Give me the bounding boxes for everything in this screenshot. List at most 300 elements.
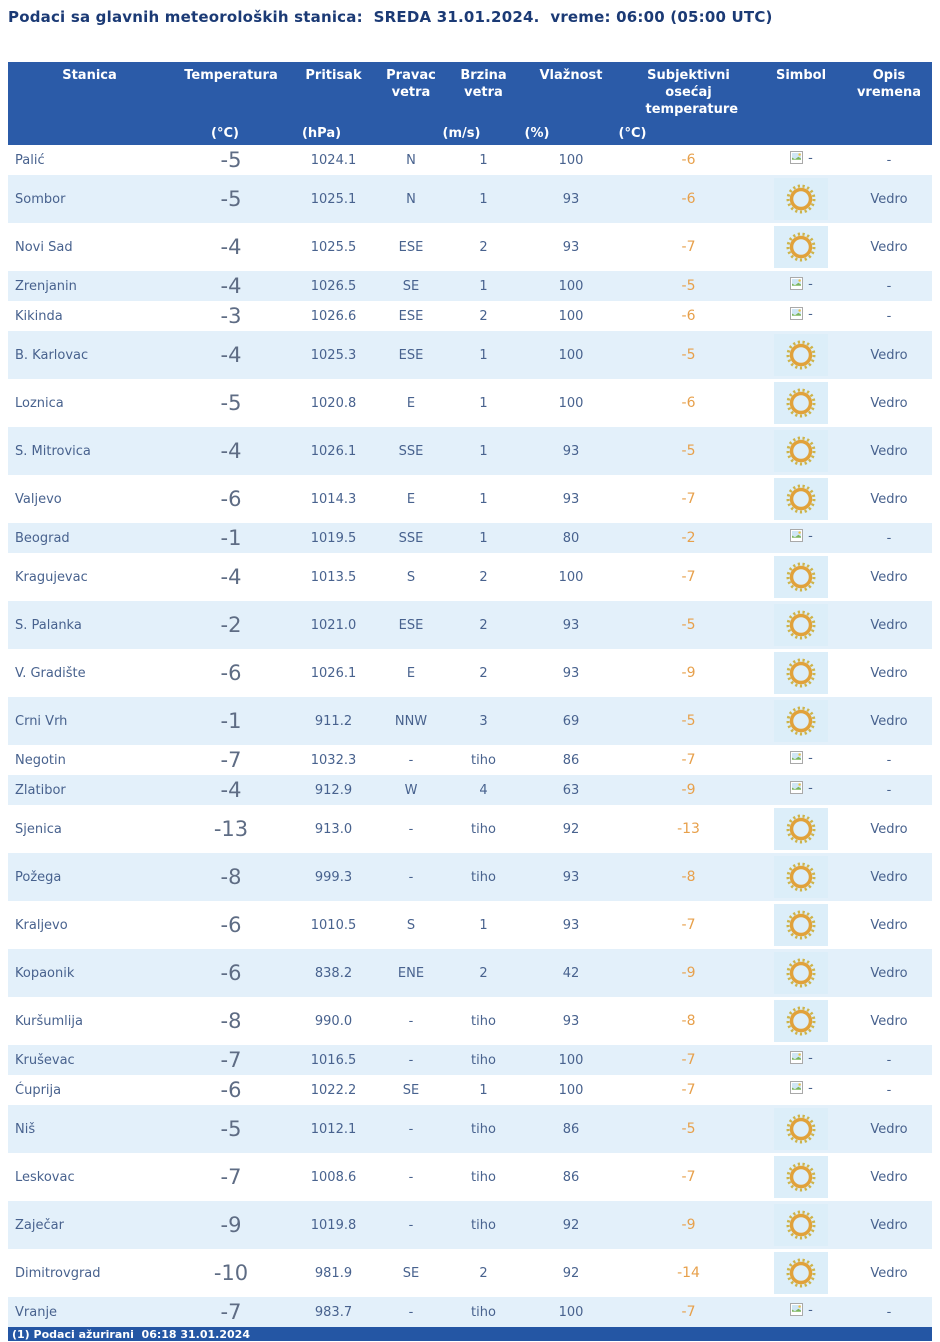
symbol-cell bbox=[756, 805, 846, 853]
broken-image-dash: - bbox=[808, 150, 813, 166]
feels-like-cell: -6 bbox=[681, 151, 696, 168]
pressure-cell: 912.9 bbox=[291, 775, 376, 805]
pressure-cell: 983.7 bbox=[291, 1297, 376, 1327]
table-row bbox=[8, 523, 932, 553]
symbol-cell bbox=[756, 649, 846, 697]
weather-description-cell: Vedro bbox=[870, 491, 908, 507]
humidity-cell: 93 bbox=[562, 491, 580, 507]
humidity-cell: 100 bbox=[521, 1045, 621, 1075]
pressure-cell: 1012.1 bbox=[291, 1105, 376, 1153]
feels-like-cell: -2 bbox=[621, 523, 756, 553]
weather-description-cell: Vedro bbox=[846, 1201, 932, 1249]
weather-description-cell: - bbox=[846, 523, 932, 553]
symbol-cell bbox=[756, 427, 846, 475]
wind-speed-cell: 2 bbox=[479, 308, 488, 324]
symbol-cell bbox=[756, 271, 846, 301]
wind-speed-cell: 1 bbox=[446, 175, 521, 223]
feels-like-cell: -5 bbox=[621, 1105, 756, 1153]
station-cell: Crni Vrh bbox=[8, 697, 171, 745]
weather-description-cell: Vedro bbox=[870, 917, 908, 933]
footer-note: (1) Podaci ažurirani 06:18 31.01.2024 bbox=[12, 1328, 250, 1341]
feels-like-cell: -8 bbox=[621, 853, 756, 901]
wind-speed-cell: 1 bbox=[479, 491, 488, 507]
symbol-cell bbox=[756, 745, 846, 775]
temperature-cell: -1 bbox=[171, 697, 291, 745]
broken-image-dash: - bbox=[808, 306, 813, 322]
broken-image-icon bbox=[789, 1302, 813, 1318]
temperature-cell: -8 bbox=[220, 1008, 242, 1033]
table-row bbox=[8, 427, 932, 475]
temperature-cell: -7 bbox=[171, 1045, 291, 1075]
pressure-cell: 1026.6 bbox=[310, 308, 357, 324]
feels-like-cell: -14 bbox=[677, 1264, 700, 1281]
wind-direction-cell: ENE bbox=[376, 949, 446, 997]
wind-speed-cell: tiho bbox=[471, 752, 496, 768]
table-row bbox=[8, 997, 932, 1045]
wind-speed-cell: tiho bbox=[446, 1105, 521, 1153]
feels-like-cell: -8 bbox=[681, 1012, 696, 1029]
temperature-cell: -6 bbox=[220, 486, 242, 511]
humidity-cell: 93 bbox=[521, 601, 621, 649]
table-header bbox=[8, 62, 932, 145]
wind-speed-cell: 2 bbox=[479, 239, 488, 255]
column-label: Simbol bbox=[775, 68, 827, 83]
feels-like-cell: -7 bbox=[681, 1081, 696, 1098]
column-label: Vlažnost bbox=[539, 68, 603, 83]
sun-icon bbox=[774, 1108, 828, 1150]
station-cell: V. Gradište bbox=[15, 665, 86, 681]
table-row bbox=[8, 331, 932, 379]
symbol-cell bbox=[756, 175, 846, 223]
humidity-cell: 93 bbox=[521, 853, 621, 901]
wind-speed-cell: 1 bbox=[479, 152, 488, 168]
temperature-cell: -9 bbox=[171, 1201, 291, 1249]
symbol-cell bbox=[756, 301, 846, 331]
station-cell: Vranje bbox=[8, 1297, 171, 1327]
pressure-cell: 911.2 bbox=[291, 697, 376, 745]
humidity-cell: 100 bbox=[558, 308, 584, 324]
pressure-cell: 1026.1 bbox=[310, 665, 357, 681]
humidity-cell: 86 bbox=[562, 1169, 580, 1185]
temperature-cell: -5 bbox=[220, 390, 242, 415]
weather-description-cell: Vedro bbox=[870, 395, 908, 411]
table-row bbox=[8, 223, 932, 271]
pressure-cell: 990.0 bbox=[314, 1013, 353, 1029]
temperature-cell: -8 bbox=[171, 853, 291, 901]
temperature-cell: -10 bbox=[213, 1260, 249, 1285]
wind-speed-cell: tiho bbox=[446, 853, 521, 901]
table-row bbox=[8, 1297, 932, 1327]
temperature-cell: -7 bbox=[220, 747, 242, 772]
header-row bbox=[8, 62, 932, 145]
column-header-stanica bbox=[8, 62, 171, 145]
broken-image-icon bbox=[789, 1080, 813, 1096]
station-cell: Kuršumlija bbox=[15, 1013, 83, 1029]
temperature-cell: -4 bbox=[171, 775, 291, 805]
temperature-cell: -4 bbox=[171, 427, 291, 475]
table-row bbox=[8, 271, 932, 301]
sun-icon bbox=[774, 1252, 828, 1294]
broken-image-icon bbox=[789, 528, 813, 544]
feels-like-cell: -7 bbox=[621, 1045, 756, 1075]
station-cell: Kragujevac bbox=[15, 569, 88, 585]
feels-like-cell: -9 bbox=[681, 664, 696, 681]
wind-direction-cell: - bbox=[408, 752, 414, 768]
pressure-cell: 1025.5 bbox=[310, 239, 357, 255]
weather-description-cell: Vedro bbox=[870, 1013, 908, 1029]
wind-direction-cell: SE bbox=[402, 1082, 420, 1098]
station-cell: Kopaonik bbox=[8, 949, 171, 997]
symbol-cell bbox=[756, 1297, 846, 1327]
wind-speed-cell: 1 bbox=[479, 395, 488, 411]
feels-like-cell: -7 bbox=[681, 490, 696, 507]
column-label: Pravac vetra bbox=[386, 68, 436, 100]
feels-like-cell: -7 bbox=[621, 1297, 756, 1327]
feels-like-cell: -7 bbox=[681, 568, 696, 585]
humidity-cell: 92 bbox=[562, 1265, 580, 1281]
wind-speed-cell: 1 bbox=[446, 523, 521, 553]
broken-image-icon bbox=[789, 276, 813, 292]
column-unit: (°C) bbox=[211, 126, 239, 141]
page-title: Podaci sa glavnih meteoroloških stanica: SREDA 31.01.2024. vreme: 06:00 (05:00 UTC) bbox=[8, 8, 773, 26]
pressure-cell: 1026.5 bbox=[291, 271, 376, 301]
weather-description-cell: Vedro bbox=[870, 1169, 908, 1185]
sun-icon bbox=[774, 1204, 828, 1246]
column-unit: (%) bbox=[524, 126, 550, 141]
symbol-cell bbox=[756, 997, 846, 1045]
temperature-cell: -3 bbox=[220, 303, 242, 328]
table-body bbox=[8, 145, 932, 1327]
humidity-cell: 93 bbox=[562, 917, 580, 933]
feels-like-cell: -7 bbox=[681, 916, 696, 933]
broken-image-dash: - bbox=[808, 1050, 813, 1066]
temperature-cell: -7 bbox=[171, 1297, 291, 1327]
wind-speed-cell: 1 bbox=[446, 331, 521, 379]
humidity-cell: 80 bbox=[521, 523, 621, 553]
temperature-cell: -5 bbox=[220, 147, 242, 172]
wind-direction-cell: E bbox=[406, 665, 416, 681]
column-label: Temperatura bbox=[184, 68, 278, 83]
broken-image-icon bbox=[789, 780, 813, 796]
station-cell: Ćuprija bbox=[15, 1082, 62, 1098]
wind-direction-cell: ESE bbox=[376, 601, 446, 649]
weather-description-cell: - bbox=[886, 152, 892, 168]
table-row bbox=[8, 1249, 932, 1297]
symbol-cell bbox=[756, 1075, 846, 1105]
wind-speed-cell: tiho bbox=[471, 1169, 496, 1185]
wind-direction-cell: SE bbox=[402, 1265, 420, 1281]
sun-icon bbox=[774, 700, 828, 742]
humidity-cell: 100 bbox=[521, 271, 621, 301]
humidity-cell: 93 bbox=[521, 175, 621, 223]
humidity-cell: 63 bbox=[521, 775, 621, 805]
wind-speed-cell: tiho bbox=[446, 1297, 521, 1327]
table-row bbox=[8, 301, 932, 331]
table-row bbox=[8, 1105, 932, 1153]
weather-description-cell: Vedro bbox=[870, 569, 908, 585]
temperature-cell: -4 bbox=[171, 271, 291, 301]
temperature-cell: -6 bbox=[171, 949, 291, 997]
wind-speed-cell: 1 bbox=[479, 917, 488, 933]
table-row bbox=[8, 1045, 932, 1075]
sun-icon bbox=[774, 334, 828, 376]
broken-image-dash: - bbox=[808, 750, 813, 766]
symbol-cell bbox=[756, 1105, 846, 1153]
station-cell: Beograd bbox=[8, 523, 171, 553]
wind-speed-cell: 3 bbox=[446, 697, 521, 745]
wind-direction-cell: - bbox=[376, 1045, 446, 1075]
table-row bbox=[8, 553, 932, 601]
sun-icon bbox=[774, 1000, 828, 1042]
wind-direction-cell: N bbox=[376, 175, 446, 223]
column-label: Brzina vetra bbox=[460, 68, 507, 100]
feels-like-cell: -5 bbox=[621, 271, 756, 301]
wind-direction-cell: E bbox=[406, 491, 416, 507]
table-row bbox=[8, 805, 932, 853]
feels-like-cell: -7 bbox=[681, 238, 696, 255]
pressure-cell: 1014.3 bbox=[310, 491, 357, 507]
column-header-temperatura bbox=[171, 62, 291, 145]
weather-description-cell: - bbox=[886, 308, 892, 324]
wind-direction-cell: - bbox=[376, 1201, 446, 1249]
broken-image-dash: - bbox=[808, 276, 813, 292]
pressure-cell: 1025.3 bbox=[291, 331, 376, 379]
table-row bbox=[8, 775, 932, 805]
pressure-cell: 1019.8 bbox=[291, 1201, 376, 1249]
pressure-cell: 1026.1 bbox=[291, 427, 376, 475]
wind-speed-cell: 2 bbox=[446, 949, 521, 997]
weather-description-cell: - bbox=[846, 271, 932, 301]
table-row bbox=[8, 649, 932, 697]
feels-like-cell: -6 bbox=[681, 307, 696, 324]
feels-like-cell: -6 bbox=[621, 175, 756, 223]
station-cell: Kruševac bbox=[8, 1045, 171, 1075]
broken-image-icon bbox=[789, 750, 813, 766]
column-header-subjektivni-ose-aj-temperature bbox=[618, 62, 756, 145]
station-cell: Kraljevo bbox=[15, 917, 68, 933]
humidity-cell: 100 bbox=[521, 331, 621, 379]
wind-speed-cell: 2 bbox=[479, 665, 488, 681]
column-unit: (°C) bbox=[618, 126, 647, 141]
wind-direction-cell: ESE bbox=[398, 239, 424, 255]
temperature-cell: -4 bbox=[171, 331, 291, 379]
symbol-cell bbox=[756, 223, 846, 271]
pressure-cell: 1032.3 bbox=[310, 752, 357, 768]
broken-image-dash: - bbox=[808, 780, 813, 796]
feels-like-cell: -5 bbox=[621, 601, 756, 649]
weather-description-cell: Vedro bbox=[846, 853, 932, 901]
sun-icon bbox=[774, 952, 828, 994]
temperature-cell: -4 bbox=[220, 564, 242, 589]
pressure-cell: 1021.0 bbox=[291, 601, 376, 649]
sun-icon bbox=[774, 856, 828, 898]
temperature-cell: -6 bbox=[220, 1077, 242, 1102]
pressure-cell: 981.9 bbox=[314, 1265, 353, 1281]
table-row bbox=[8, 475, 932, 523]
station-cell: Palić bbox=[15, 152, 45, 168]
column-label: Opis vremena bbox=[856, 68, 922, 100]
humidity-cell: 92 bbox=[562, 821, 580, 837]
wind-direction-cell: - bbox=[376, 1105, 446, 1153]
feels-like-cell: -5 bbox=[621, 331, 756, 379]
temperature-cell: -5 bbox=[171, 1105, 291, 1153]
sun-icon bbox=[774, 604, 828, 646]
pressure-cell: 838.2 bbox=[291, 949, 376, 997]
sun-icon bbox=[774, 1156, 828, 1198]
symbol-cell bbox=[756, 553, 846, 601]
weather-table bbox=[8, 62, 932, 1327]
wind-direction-cell: SSE bbox=[376, 427, 446, 475]
humidity-cell: 93 bbox=[521, 427, 621, 475]
station-cell: Novi Sad bbox=[15, 239, 73, 255]
pressure-cell: 1016.5 bbox=[291, 1045, 376, 1075]
wind-direction-cell: S bbox=[406, 569, 416, 585]
pressure-cell: 999.3 bbox=[291, 853, 376, 901]
column-unit: (m/s) bbox=[442, 126, 481, 141]
symbol-cell bbox=[756, 901, 846, 949]
humidity-cell: 93 bbox=[562, 1013, 580, 1029]
pressure-cell: 1008.6 bbox=[310, 1169, 357, 1185]
wind-direction-cell: SSE bbox=[376, 523, 446, 553]
humidity-cell: 92 bbox=[521, 1201, 621, 1249]
humidity-cell: 100 bbox=[558, 1082, 584, 1098]
feels-like-cell: -6 bbox=[681, 394, 696, 411]
symbol-cell bbox=[756, 601, 846, 649]
humidity-cell: 100 bbox=[521, 1297, 621, 1327]
wind-speed-cell: 2 bbox=[446, 601, 521, 649]
table-row bbox=[8, 379, 932, 427]
column-label: Subjektivni osećaj temperature bbox=[645, 68, 739, 117]
wind-direction-cell: ESE bbox=[398, 308, 424, 324]
wind-direction-cell: - bbox=[408, 1169, 414, 1185]
weather-description-cell: Vedro bbox=[846, 697, 932, 745]
wind-direction-cell: - bbox=[376, 1297, 446, 1327]
wind-direction-cell: N bbox=[406, 152, 416, 168]
pressure-cell: 1020.8 bbox=[310, 395, 357, 411]
table-row bbox=[8, 1153, 932, 1201]
feels-like-cell: -5 bbox=[621, 697, 756, 745]
feels-like-cell: -9 bbox=[621, 1201, 756, 1249]
wind-speed-cell: tiho bbox=[471, 821, 496, 837]
wind-direction-cell: SE bbox=[376, 271, 446, 301]
feels-like-cell: -9 bbox=[621, 949, 756, 997]
wind-speed-cell: tiho bbox=[446, 1045, 521, 1075]
table-row bbox=[8, 175, 932, 223]
weather-description-cell: Vedro bbox=[846, 949, 932, 997]
pressure-cell: 1025.1 bbox=[291, 175, 376, 223]
station-cell: Zaječar bbox=[8, 1201, 171, 1249]
humidity-cell: 86 bbox=[562, 752, 580, 768]
symbol-cell bbox=[756, 775, 846, 805]
station-cell: Sjenica bbox=[15, 821, 62, 837]
temperature-cell: -6 bbox=[220, 912, 242, 937]
weather-description-cell: Vedro bbox=[846, 427, 932, 475]
wind-direction-cell: S bbox=[406, 917, 416, 933]
humidity-cell: 93 bbox=[562, 239, 580, 255]
sun-icon bbox=[774, 178, 828, 220]
wind-speed-cell: 4 bbox=[446, 775, 521, 805]
symbol-cell bbox=[756, 1249, 846, 1297]
station-cell: Zrenjanin bbox=[8, 271, 171, 301]
weather-description-cell: Vedro bbox=[846, 1105, 932, 1153]
table-row bbox=[8, 949, 932, 997]
pressure-cell: 1010.5 bbox=[310, 917, 357, 933]
weather-description-cell: Vedro bbox=[846, 601, 932, 649]
station-cell: B. Karlovac bbox=[8, 331, 171, 379]
wind-speed-cell: 1 bbox=[479, 1082, 488, 1098]
table-row bbox=[8, 145, 932, 175]
feels-like-cell: -5 bbox=[621, 427, 756, 475]
wind-direction-cell: ESE bbox=[376, 331, 446, 379]
temperature-cell: -6 bbox=[220, 660, 242, 685]
humidity-cell: 100 bbox=[558, 569, 584, 585]
pressure-cell: 1013.5 bbox=[310, 569, 357, 585]
humidity-cell: 86 bbox=[521, 1105, 621, 1153]
symbol-cell bbox=[756, 379, 846, 427]
sun-icon bbox=[774, 808, 828, 850]
temperature-cell: -4 bbox=[220, 234, 242, 259]
wind-speed-cell: 1 bbox=[446, 271, 521, 301]
sun-icon bbox=[774, 226, 828, 268]
weather-report-page bbox=[0, 8, 940, 1341]
weather-description-cell: Vedro bbox=[870, 821, 908, 837]
weather-description-cell: Vedro bbox=[870, 239, 908, 255]
footer-bar bbox=[8, 1327, 932, 1341]
broken-image-icon bbox=[789, 150, 813, 166]
feels-like-cell: -13 bbox=[677, 820, 700, 837]
feels-like-cell: -7 bbox=[681, 1168, 696, 1185]
table-row bbox=[8, 601, 932, 649]
station-cell: Negotin bbox=[15, 752, 66, 768]
wind-direction-cell: NNW bbox=[376, 697, 446, 745]
station-cell: Požega bbox=[8, 853, 171, 901]
table-row bbox=[8, 697, 932, 745]
pressure-cell: 1024.1 bbox=[310, 152, 357, 168]
broken-image-dash: - bbox=[808, 528, 813, 544]
wind-direction-cell: E bbox=[406, 395, 416, 411]
weather-description-cell: - bbox=[886, 752, 892, 768]
weather-description-cell: - bbox=[846, 1297, 932, 1327]
wind-speed-cell: 1 bbox=[446, 427, 521, 475]
feels-like-cell: -9 bbox=[621, 775, 756, 805]
sun-icon bbox=[774, 556, 828, 598]
humidity-cell: 93 bbox=[562, 665, 580, 681]
symbol-cell bbox=[756, 697, 846, 745]
wind-speed-cell: 2 bbox=[479, 569, 488, 585]
sun-icon bbox=[774, 652, 828, 694]
symbol-cell bbox=[756, 1201, 846, 1249]
wind-direction-cell: W bbox=[376, 775, 446, 805]
station-cell: Niš bbox=[8, 1105, 171, 1153]
table-row bbox=[8, 901, 932, 949]
station-cell: Sombor bbox=[8, 175, 171, 223]
sun-icon bbox=[774, 430, 828, 472]
broken-image-dash: - bbox=[808, 1080, 813, 1096]
wind-speed-cell: tiho bbox=[446, 1201, 521, 1249]
column-header-opis-vremena bbox=[846, 62, 932, 145]
wind-speed-cell: 2 bbox=[479, 1265, 488, 1281]
temperature-cell: -13 bbox=[213, 816, 249, 841]
symbol-cell bbox=[756, 145, 846, 175]
weather-description-cell: Vedro bbox=[870, 665, 908, 681]
column-unit: (hPa) bbox=[301, 126, 342, 141]
station-cell: Leskovac bbox=[15, 1169, 75, 1185]
symbol-cell bbox=[756, 523, 846, 553]
humidity-cell: 100 bbox=[558, 152, 584, 168]
wind-direction-cell: - bbox=[408, 821, 414, 837]
sun-icon bbox=[774, 478, 828, 520]
wind-speed-cell: tiho bbox=[471, 1013, 496, 1029]
